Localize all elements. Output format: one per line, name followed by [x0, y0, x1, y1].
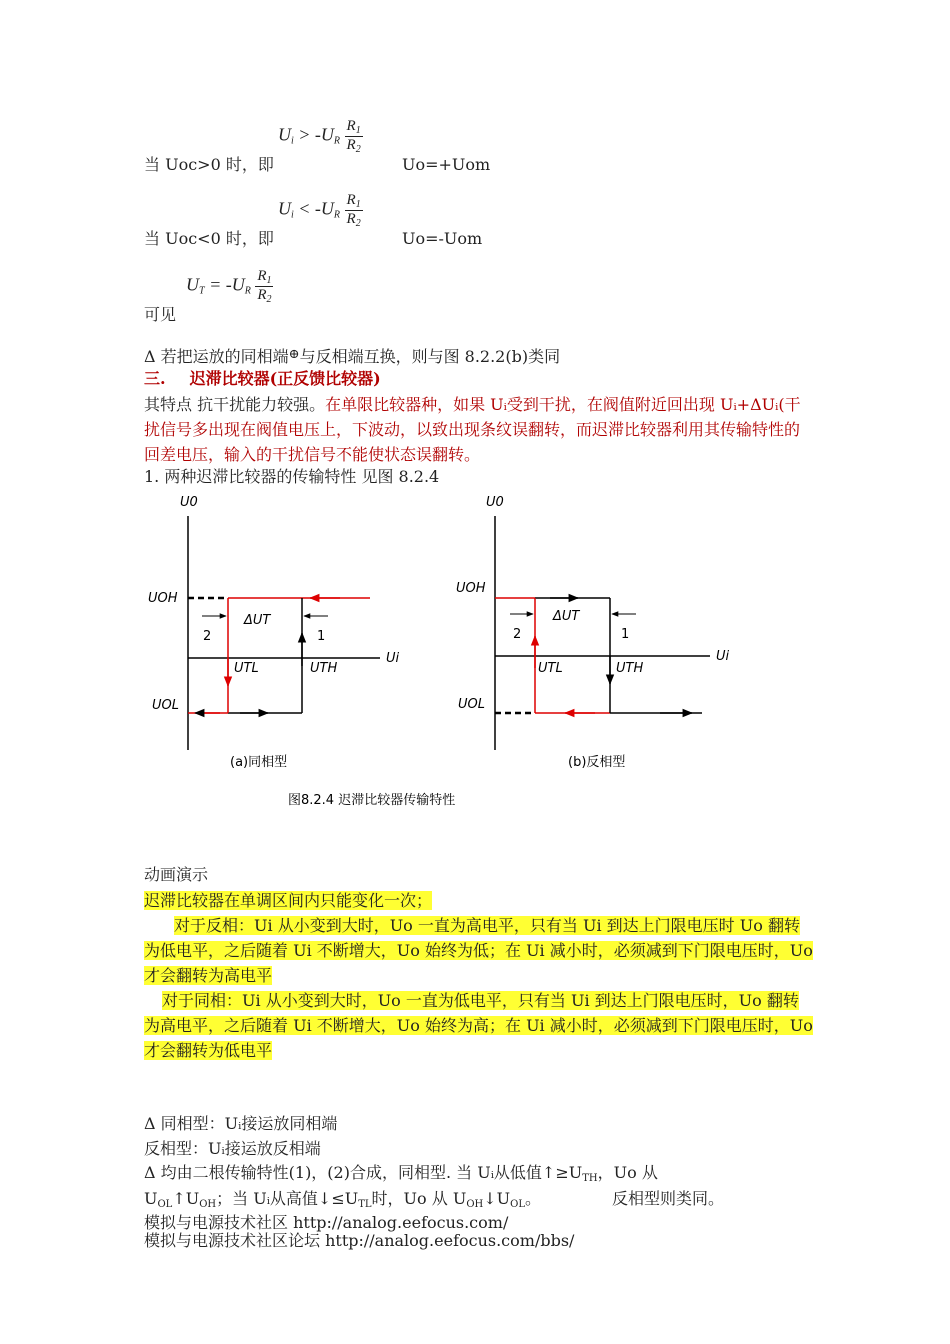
dut-label-b: ΔUT	[553, 609, 580, 624]
figure-8-2-4	[140, 488, 740, 818]
chart-a-inphase	[148, 495, 400, 770]
item-1: 1. 两种迟滞比较器的传输特性 见图 8.2.4	[144, 467, 440, 486]
anim-inverting: 对于反相：Ui 从小变到大时，Uo 一直为高电平，只有当 Ui 到达上门限电压时 Uo 翻转为低电平，之后随着 Ui 不断增大，Uo 始终为低；在 Ui 减小时，必须减到下门限电压时，Uo 才会翻转为高电平	[144, 916, 813, 985]
line-uom-negative: Uo=-Uom	[402, 229, 483, 248]
tail-line-4: $U_{OL}↑U_{OH}$；当 Uᵢ从高值$↓\le U_{TL}$时，Uo 从 $U_{OH}↓U_{OL}$。	[144, 1189, 541, 1210]
caption-b: (b)反相型	[568, 755, 626, 770]
line-uom-positive: Uo=+Uom	[402, 155, 491, 174]
uth-label-a: UTH	[310, 661, 338, 676]
y-axis-label-a: U0	[180, 495, 198, 510]
tail-line-1: Δ 同相型：Uᵢ接运放同相端	[144, 1114, 338, 1133]
utl-label-b: UTL	[538, 661, 563, 676]
x-axis-label-b: Ui	[716, 649, 730, 664]
tail-line-2: 反相型：Uᵢ接运放反相端	[144, 1139, 321, 1158]
uoh-label-b: UOH	[456, 581, 486, 596]
branch-2-label-a: 2	[203, 629, 212, 644]
line-uoc-negative: 当 Uoc<0 时，即	[144, 229, 274, 248]
section-heading: 三. 迟滞比较器(正反馈比较器)	[144, 369, 381, 388]
uol-label-a: UOL	[152, 698, 179, 713]
uth-label-b: UTH	[616, 661, 644, 676]
anim-line-1: 迟滞比较器在单调区间内只能变化一次；	[144, 891, 433, 910]
anim-heading: 动画演示	[144, 865, 209, 884]
branch-1-label-a: 1	[317, 629, 326, 644]
plus-circle-icon: ⊕	[288, 347, 300, 362]
paragraph-features: 其特点 抗干扰能力较强。在单限比较器种，如果 Uᵢ受到干扰，在阀值附近回出现 Uᵢ+ΔUᵢ(干扰信号多出现在阀值电压上，下波动，以致出现条纹误翻转，而迟滞比较器利用其传输特性的回差电压，输入的干扰信号不能使状态误翻转。	[144, 395, 801, 464]
footer-link-2[interactable]: 模拟与电源技术社区论坛 http://analog.eefocus.com/bbs/	[144, 1231, 575, 1250]
dut-label-a: ΔUT	[244, 613, 271, 628]
line-uoc-positive: 当 Uoc>0 时，即	[144, 155, 274, 174]
formula-ui-greater: $U_i > -U_R$ $\frac{R_1}{R_2}$	[278, 118, 361, 155]
uoh-label-a: UOH	[148, 591, 178, 606]
branch-1-label-b: 1	[621, 627, 630, 642]
formula-ui-less: $U_i < -U_R$ $\frac{R_1}{R_2}$	[278, 192, 361, 229]
x-axis-label-a: Ui	[386, 651, 400, 666]
line-kejian: 可见	[144, 305, 177, 324]
formula-ut: $U_T = -U_R$ $\frac{R_1}{R_2}$	[186, 268, 272, 305]
y-axis-label-b: U0	[486, 495, 504, 510]
tail-line-3: Δ 均由二根传输特性(1)，(2)合成，同相型. 当 Uᵢ从低值$↑\ge U_{TH}$，Uo 从	[144, 1163, 658, 1184]
uol-label-b: UOL	[458, 697, 485, 712]
caption-a: (a)同相型	[230, 755, 288, 770]
chart-b-inverting	[456, 495, 730, 770]
footer-link-1[interactable]: 模拟与电源技术社区 http://analog.eefocus.com/	[144, 1213, 509, 1232]
branch-2-label-b: 2	[513, 627, 522, 642]
tail-line-4-end: 反相型则类同。	[612, 1189, 725, 1208]
line-swap-note: Δ 若把运放的同相端⊕与反相端互换，则与图 8.2.2(b)类同	[144, 347, 561, 366]
anim-noninverting: 对于同相：Ui 从小变到大时，Uo 一直为低电平，只有当 Ui 到达上门限电压时，Uo 翻转为高电平，之后随着 Ui 不断增大，Uo 始终为高；在 Ui 减小时，必须减到下门限电压时，Uo 才会翻转为低电平	[144, 991, 813, 1060]
figure-caption: 图8.2.4 迟滞比较器传输特性	[288, 793, 456, 808]
utl-label-a: UTL	[234, 661, 259, 676]
